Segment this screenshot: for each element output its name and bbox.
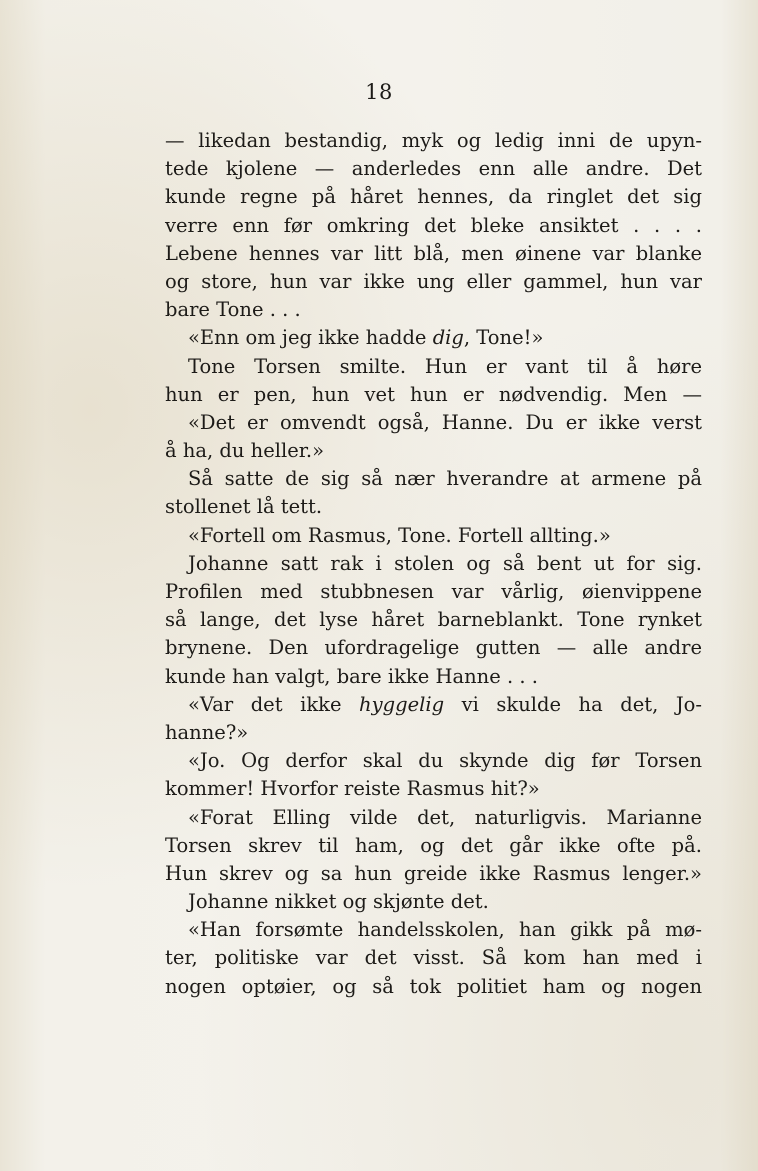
- text-line: stollenet lå tett.: [165, 495, 323, 519]
- text-run: «Var det ikke: [188, 692, 360, 716]
- text-line: «Det er omvendt også, Hanne. Du er ikke verst: [188, 410, 702, 434]
- body-text: [165, 127, 702, 1001]
- text-line: «Jo. Og derfor skal du skynde dig før Torsen: [188, 749, 702, 773]
- text-line: «Forat Elling vilde det, naturligvis. Marianne: [188, 805, 702, 829]
- text-line: [165, 324, 702, 352]
- text-line: bare Tone . . .: [165, 298, 301, 322]
- page-number: 18: [365, 80, 393, 104]
- text-line: tede kjolene — anderledes enn alle andre. Det: [165, 157, 702, 181]
- text-line: hanne?»: [165, 720, 249, 744]
- text-line: brynene. Den ufordragelige gutten — alle andre: [165, 636, 702, 660]
- text-run: vi skulde ha det, Jo-: [444, 692, 702, 716]
- text-line: [165, 691, 702, 719]
- text-line: — likedan bestandig, myk og ledig inni de upyn-: [165, 129, 702, 152]
- text-line: Så satte de sig så nær hverandre at armene på: [188, 467, 702, 491]
- text-line: nogen optøier, og så tok politiet ham og nogen: [165, 974, 702, 998]
- text-run: , Tone!»: [463, 326, 544, 350]
- text-run: «Enn om jeg ikke hadde: [188, 326, 433, 350]
- emphasis: dig: [432, 326, 464, 350]
- text-line: verre enn før omkring det bleke ansiktet . . . .: [165, 213, 702, 237]
- text-line: Johanne nikket og skjønte det.: [188, 890, 489, 914]
- text-line: ter, politiske var det visst. Så kom han med i: [165, 946, 702, 970]
- text-line: «Han forsømte handelsskolen, han gikk på mø-: [188, 918, 702, 942]
- text-line: Tone Torsen smilte. Hun er vant til å høre: [188, 354, 702, 378]
- text-line: og store, hun var ikke ung eller gammel, hun var: [165, 269, 702, 293]
- text-line: Hun skrev og sa hun greide ikke Rasmus lenger.»: [165, 861, 702, 885]
- text-line: hun er pen, hun vet hun er nødvendig. Men —: [165, 382, 702, 406]
- text-line: kunde regne på håret hennes, da ringlet det sig: [165, 185, 702, 209]
- text-line: «Fortell om Rasmus, Tone. Fortell allting.»: [188, 523, 611, 547]
- text-line: Profilen med stubbnesen var vårlig, øienvippene: [165, 580, 702, 603]
- text-line: kommer! Hvorfor reiste Rasmus hit?»: [165, 777, 540, 801]
- text-line: så lange, det lyse håret barneblankt. Tone rynket: [165, 608, 702, 632]
- text-line: Johanne satt rak i stolen og så bent ut for sig.: [188, 551, 702, 575]
- text-line: kunde han valgt, bare ikke Hanne . . .: [165, 664, 538, 688]
- text-line: å ha, du heller.»: [165, 439, 325, 463]
- text-line: Torsen skrev til ham, og det går ikke ofte på.: [165, 833, 702, 857]
- text-line: Lebene hennes var litt blå, men øinene var blanke: [165, 241, 702, 265]
- emphasis: hyggelig: [359, 692, 445, 716]
